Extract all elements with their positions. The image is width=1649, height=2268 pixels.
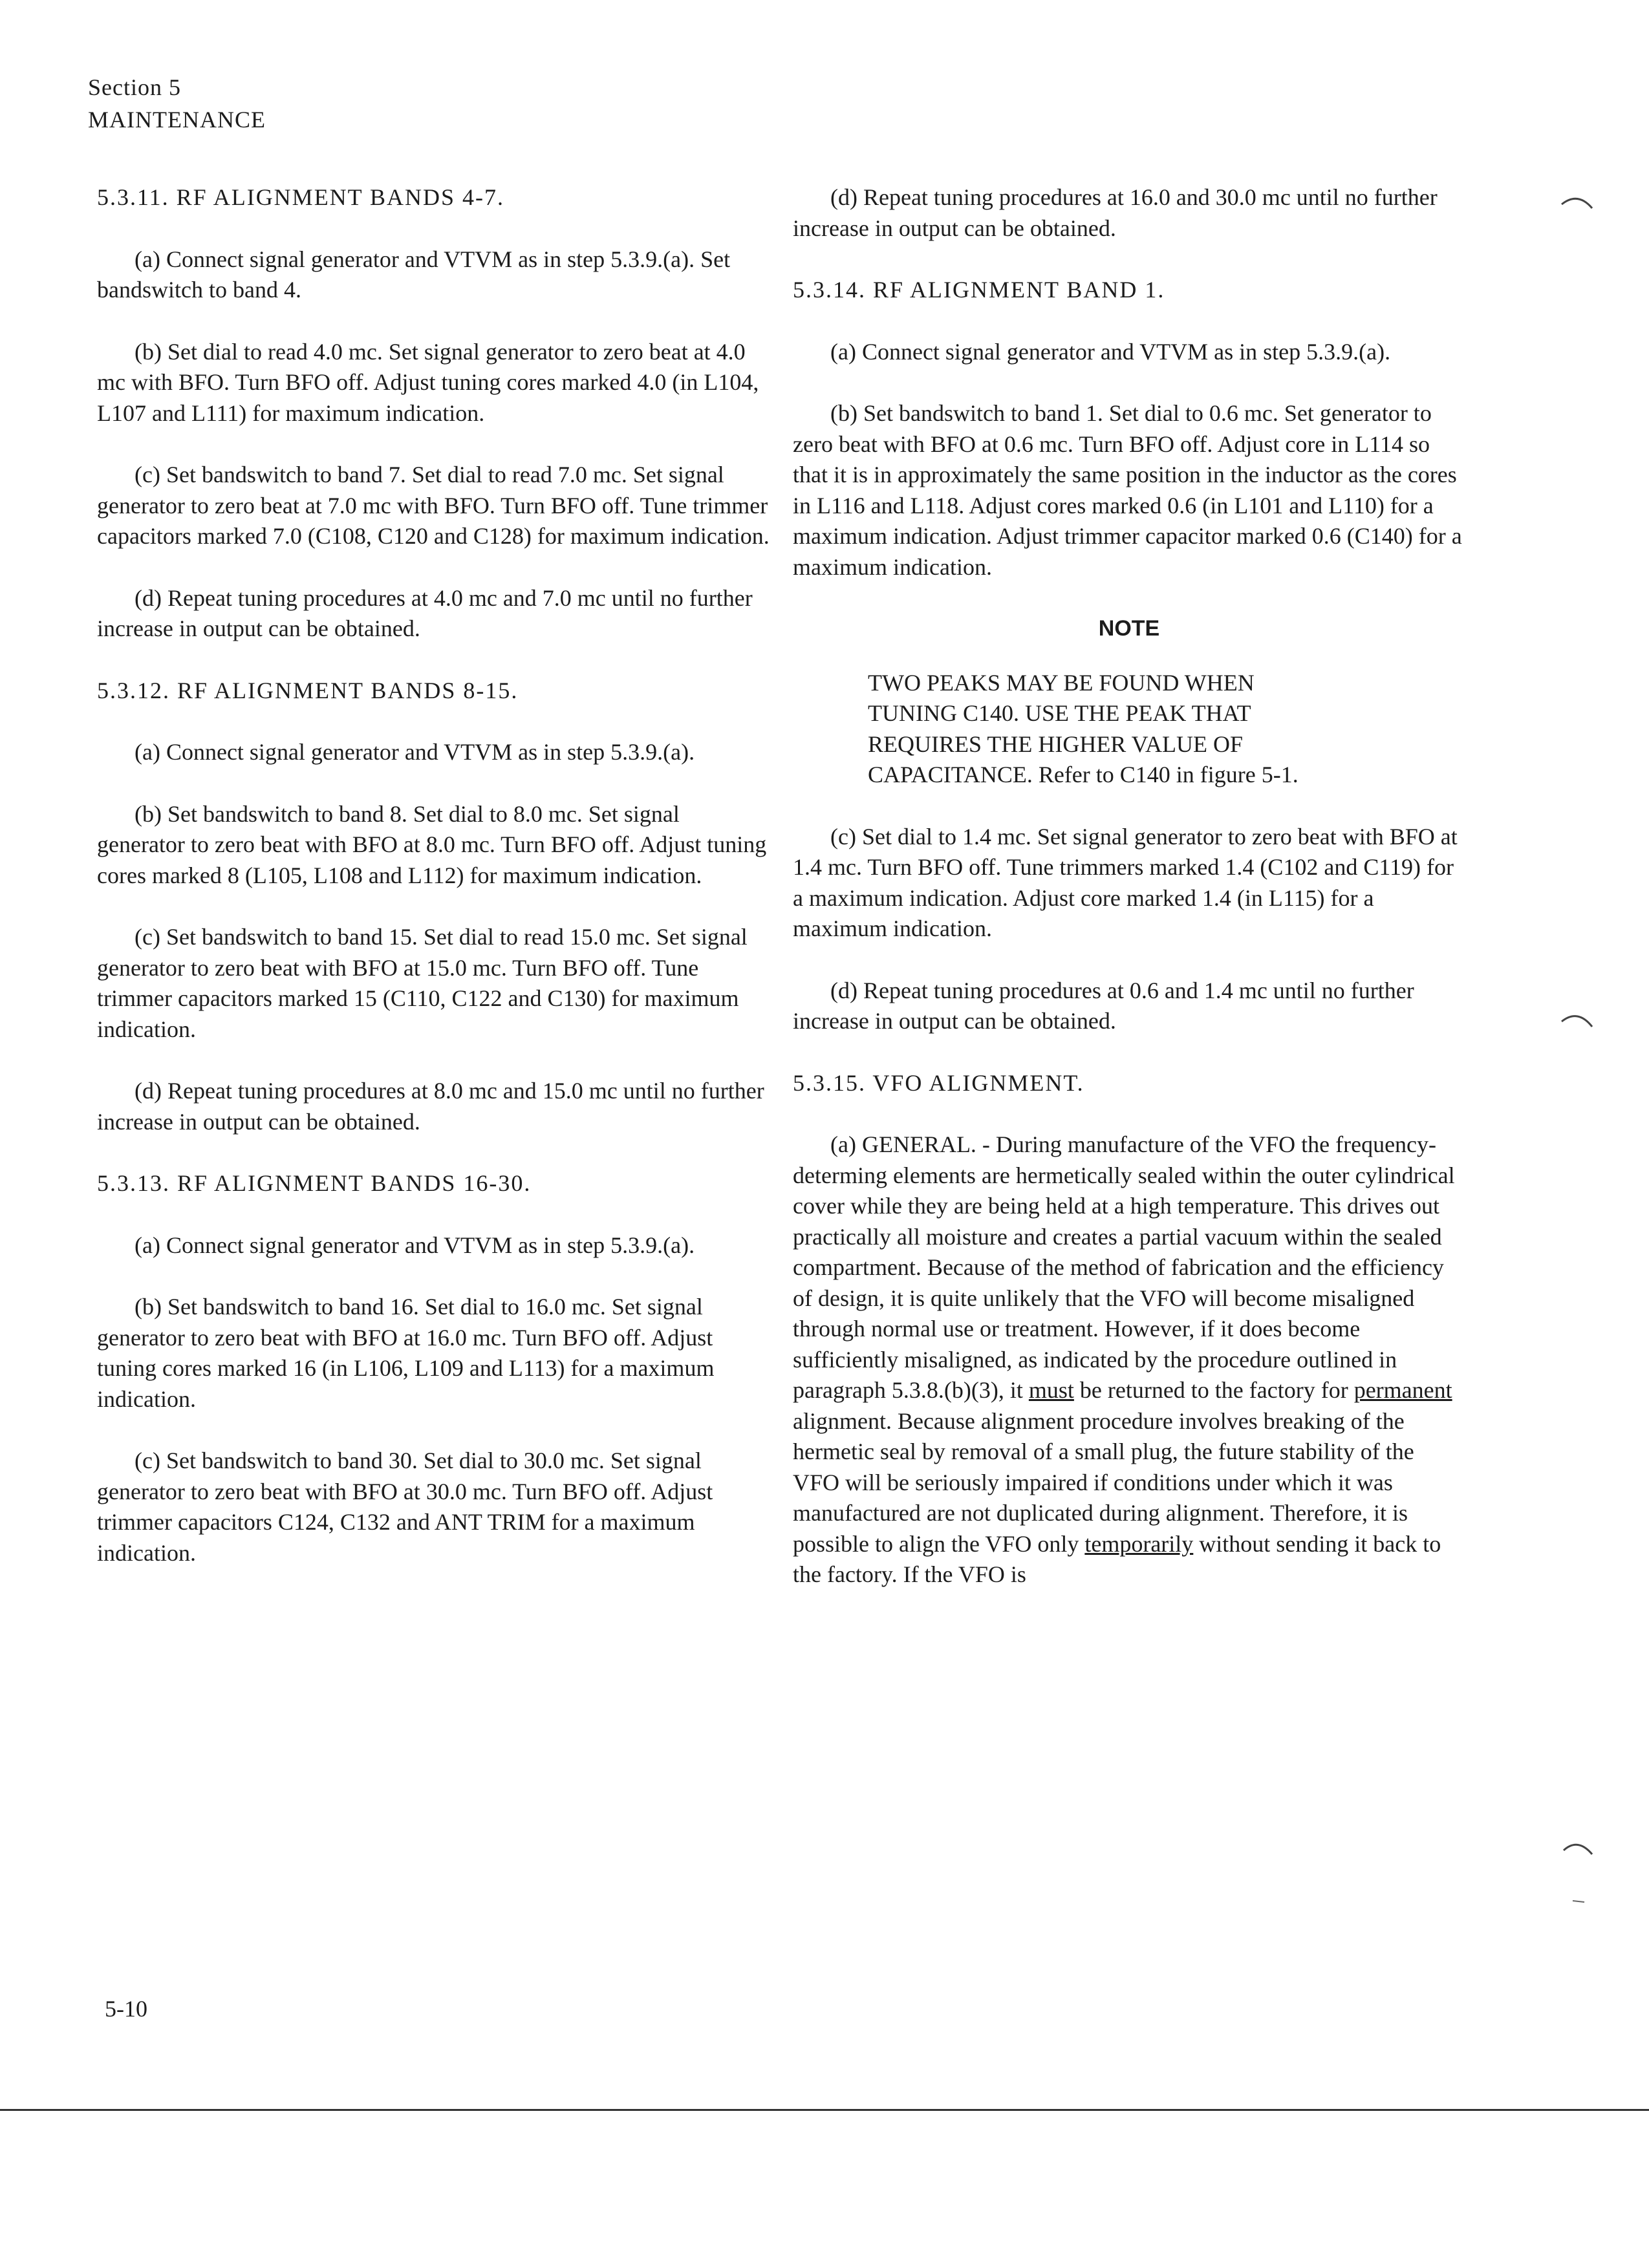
para-5-3-14-c: (c) Set dial to 1.4 mc. Set signal generator to zero beat with BFO at 1.4 mc. Turn BFO off. Tune trimmers marked 1.4 (C102 and C119) for a maximum indication. Adjust core marked 1.4 (in L115) for a maximum indication.: [793, 823, 1458, 941]
para-5-3-12-b: (b) Set bandswitch to band 8. Set dial to 8.0 mc. Set signal generator to zero beat with BFO at 8.0 mc. Turn BFO off. Adjust tuning cores marked 8 (L105, L108 and L112) for maximum indication.: [97, 800, 767, 888]
underlined-must: must: [1028, 1377, 1074, 1403]
underlined-permanent: permanent: [1353, 1377, 1452, 1403]
para-5-3-13-d: (d) Repeat tuning procedures at 16.0 and 30.0 mc until no further increase in output can be obtained.: [793, 184, 1438, 241]
section-title: MAINTENANCE: [88, 107, 266, 133]
margin-mark-3: [1564, 1845, 1592, 1854]
para-5-3-13-b: (b) Set bandswitch to band 16. Set dial to 16.0 mc. Set signal generator to zero beat with BFO at 16.0 mc. Turn BFO off. Adjust tuning cores marked 16 (in L106, L109 and L113) for a maximum indication.: [97, 1294, 715, 1412]
note-title: NOTE: [1098, 616, 1160, 641]
footer-rule: [0, 2109, 1649, 2111]
section-label: Section 5: [88, 74, 181, 100]
vfo-text-1: (a) GENERAL. - During manufacture of the VFO the frequency-determing elements are hermetically sealed within the outer cylindrical cover while they are being held at a high temperature. This drives out practically all moisture and creates a partial vacuum within the sealed compartment. Because of the method of fabrication and the efficiency of design, it is quite unlikely that the VFO will become misaligned through normal use or treatment. However, if it does become sufficiently misaligned, as indicated by the procedure outlined in paragraph 5.3.8.(b)(3), it: [793, 1131, 1455, 1403]
heading-5-3-13: 5.3.13. RF ALIGNMENT BANDS 16-30.: [97, 1170, 532, 1196]
para-5-3-11-a: (a) Connect signal generator and VTVM as in step 5.3.9.(a). Set bandswitch to band 4.: [97, 246, 731, 303]
page-header: [88, 71, 266, 136]
para-5-3-12-d: (d) Repeat tuning procedures at 8.0 mc and 15.0 mc until no further increase in output can be obtained.: [97, 1078, 764, 1135]
page-number: 5-10: [105, 1996, 147, 2022]
para-5-3-14-d: (d) Repeat tuning procedures at 0.6 and 1.4 mc until no further increase in output can be obtained.: [793, 977, 1414, 1034]
underlined-temporarily: temporarily: [1084, 1530, 1194, 1557]
para-5-3-13-a: (a) Connect signal generator and VTVM as in step 5.3.9.(a).: [135, 1232, 695, 1258]
para-5-3-11-b: (b) Set dial to read 4.0 mc. Set signal generator to zero beat at 4.0 mc with BFO. Turn BFO off. Adjust tuning cores marked 4.0 (in L104, L107 and L111) for maximum indication.: [97, 338, 759, 426]
heading-5-3-14: 5.3.14. RF ALIGNMENT BAND 1.: [793, 277, 1165, 303]
para-5-3-12-a: (a) Connect signal generator and VTVM as in step 5.3.9.(a).: [135, 739, 695, 765]
margin-mark-2: [1562, 1016, 1592, 1027]
vfo-text-2: be returned to the factory for: [1079, 1377, 1348, 1403]
note-text: TWO PEAKS MAY BE FOUND WHEN TUNING C140. USE THE PEAK THAT REQUIRES THE HIGHER VALUE OF CAPACITANCE. Refer to C140 in figure 5-1.: [868, 669, 1299, 787]
para-5-3-11-c: (c) Set bandswitch to band 7. Set dial to read 7.0 mc. Set signal generator to zero beat at 7.0 mc with BFO. Turn BFO off. Tune trimmer capacitors marked 7.0 (C108, C120 and C128) for maximum indication.: [97, 462, 770, 549]
margin-mark-1: [1562, 198, 1592, 208]
left-column: [97, 182, 770, 1599]
para-5-3-11-d: (d) Repeat tuning procedures at 4.0 mc and 7.0 mc until no further increase in output can be obtained.: [97, 584, 753, 641]
margin-mark-4: [1573, 1901, 1584, 1902]
vfo-text-4: without sending it back to the factory. If the VFO is: [793, 1530, 1441, 1587]
right-column: [793, 182, 1465, 1621]
para-5-3-15-a: [793, 1129, 1465, 1590]
heading-5-3-12: 5.3.12. RF ALIGNMENT BANDS 8-15.: [97, 677, 519, 703]
para-5-3-14-b: (b) Set bandswitch to band 1. Set dial to 0.6 mc. Set generator to zero beat with BFO at 0.6 mc. Turn BFO off. Adjust core in L114 so that it is in approximately the same position in the inductor as the cores in L116 and L118. Adjust cores marked 0.6 (in L101 and L110) for a maximum indication. Adjust trimmer capacitor marked 0.6 (C140) for a maximum indication.: [793, 400, 1462, 580]
para-5-3-14-a: (a) Connect signal generator and VTVM as in step 5.3.9.(a).: [830, 338, 1391, 365]
heading-5-3-15: 5.3.15. VFO ALIGNMENT.: [793, 1069, 1084, 1096]
para-5-3-12-c: (c) Set bandswitch to band 15. Set dial to read 15.0 mc. Set signal generator to zero beat with BFO at 15.0 mc. Turn BFO off. Tune trimmer capacitors marked 15 (C110, C122 and C130) for maximum indication.: [97, 924, 748, 1042]
vfo-text-3: alignment. Because alignment procedure involves breaking of the hermetic seal by removal of a small plug, the future stability of the VFO will be seriously impaired if conditions under which it was manufactured are not duplicated during alignment. Therefore, it is possible to align the VFO only: [793, 1407, 1414, 1557]
heading-5-3-11: 5.3.11. RF ALIGNMENT BANDS 4-7.: [97, 184, 505, 210]
para-5-3-13-c: (c) Set bandswitch to band 30. Set dial to 30.0 mc. Set signal generator to zero beat with BFO at 30.0 mc. Turn BFO off. Adjust trimmer capacitors C124, C132 and ANT TRIM for a maximum indication.: [97, 1448, 713, 1566]
